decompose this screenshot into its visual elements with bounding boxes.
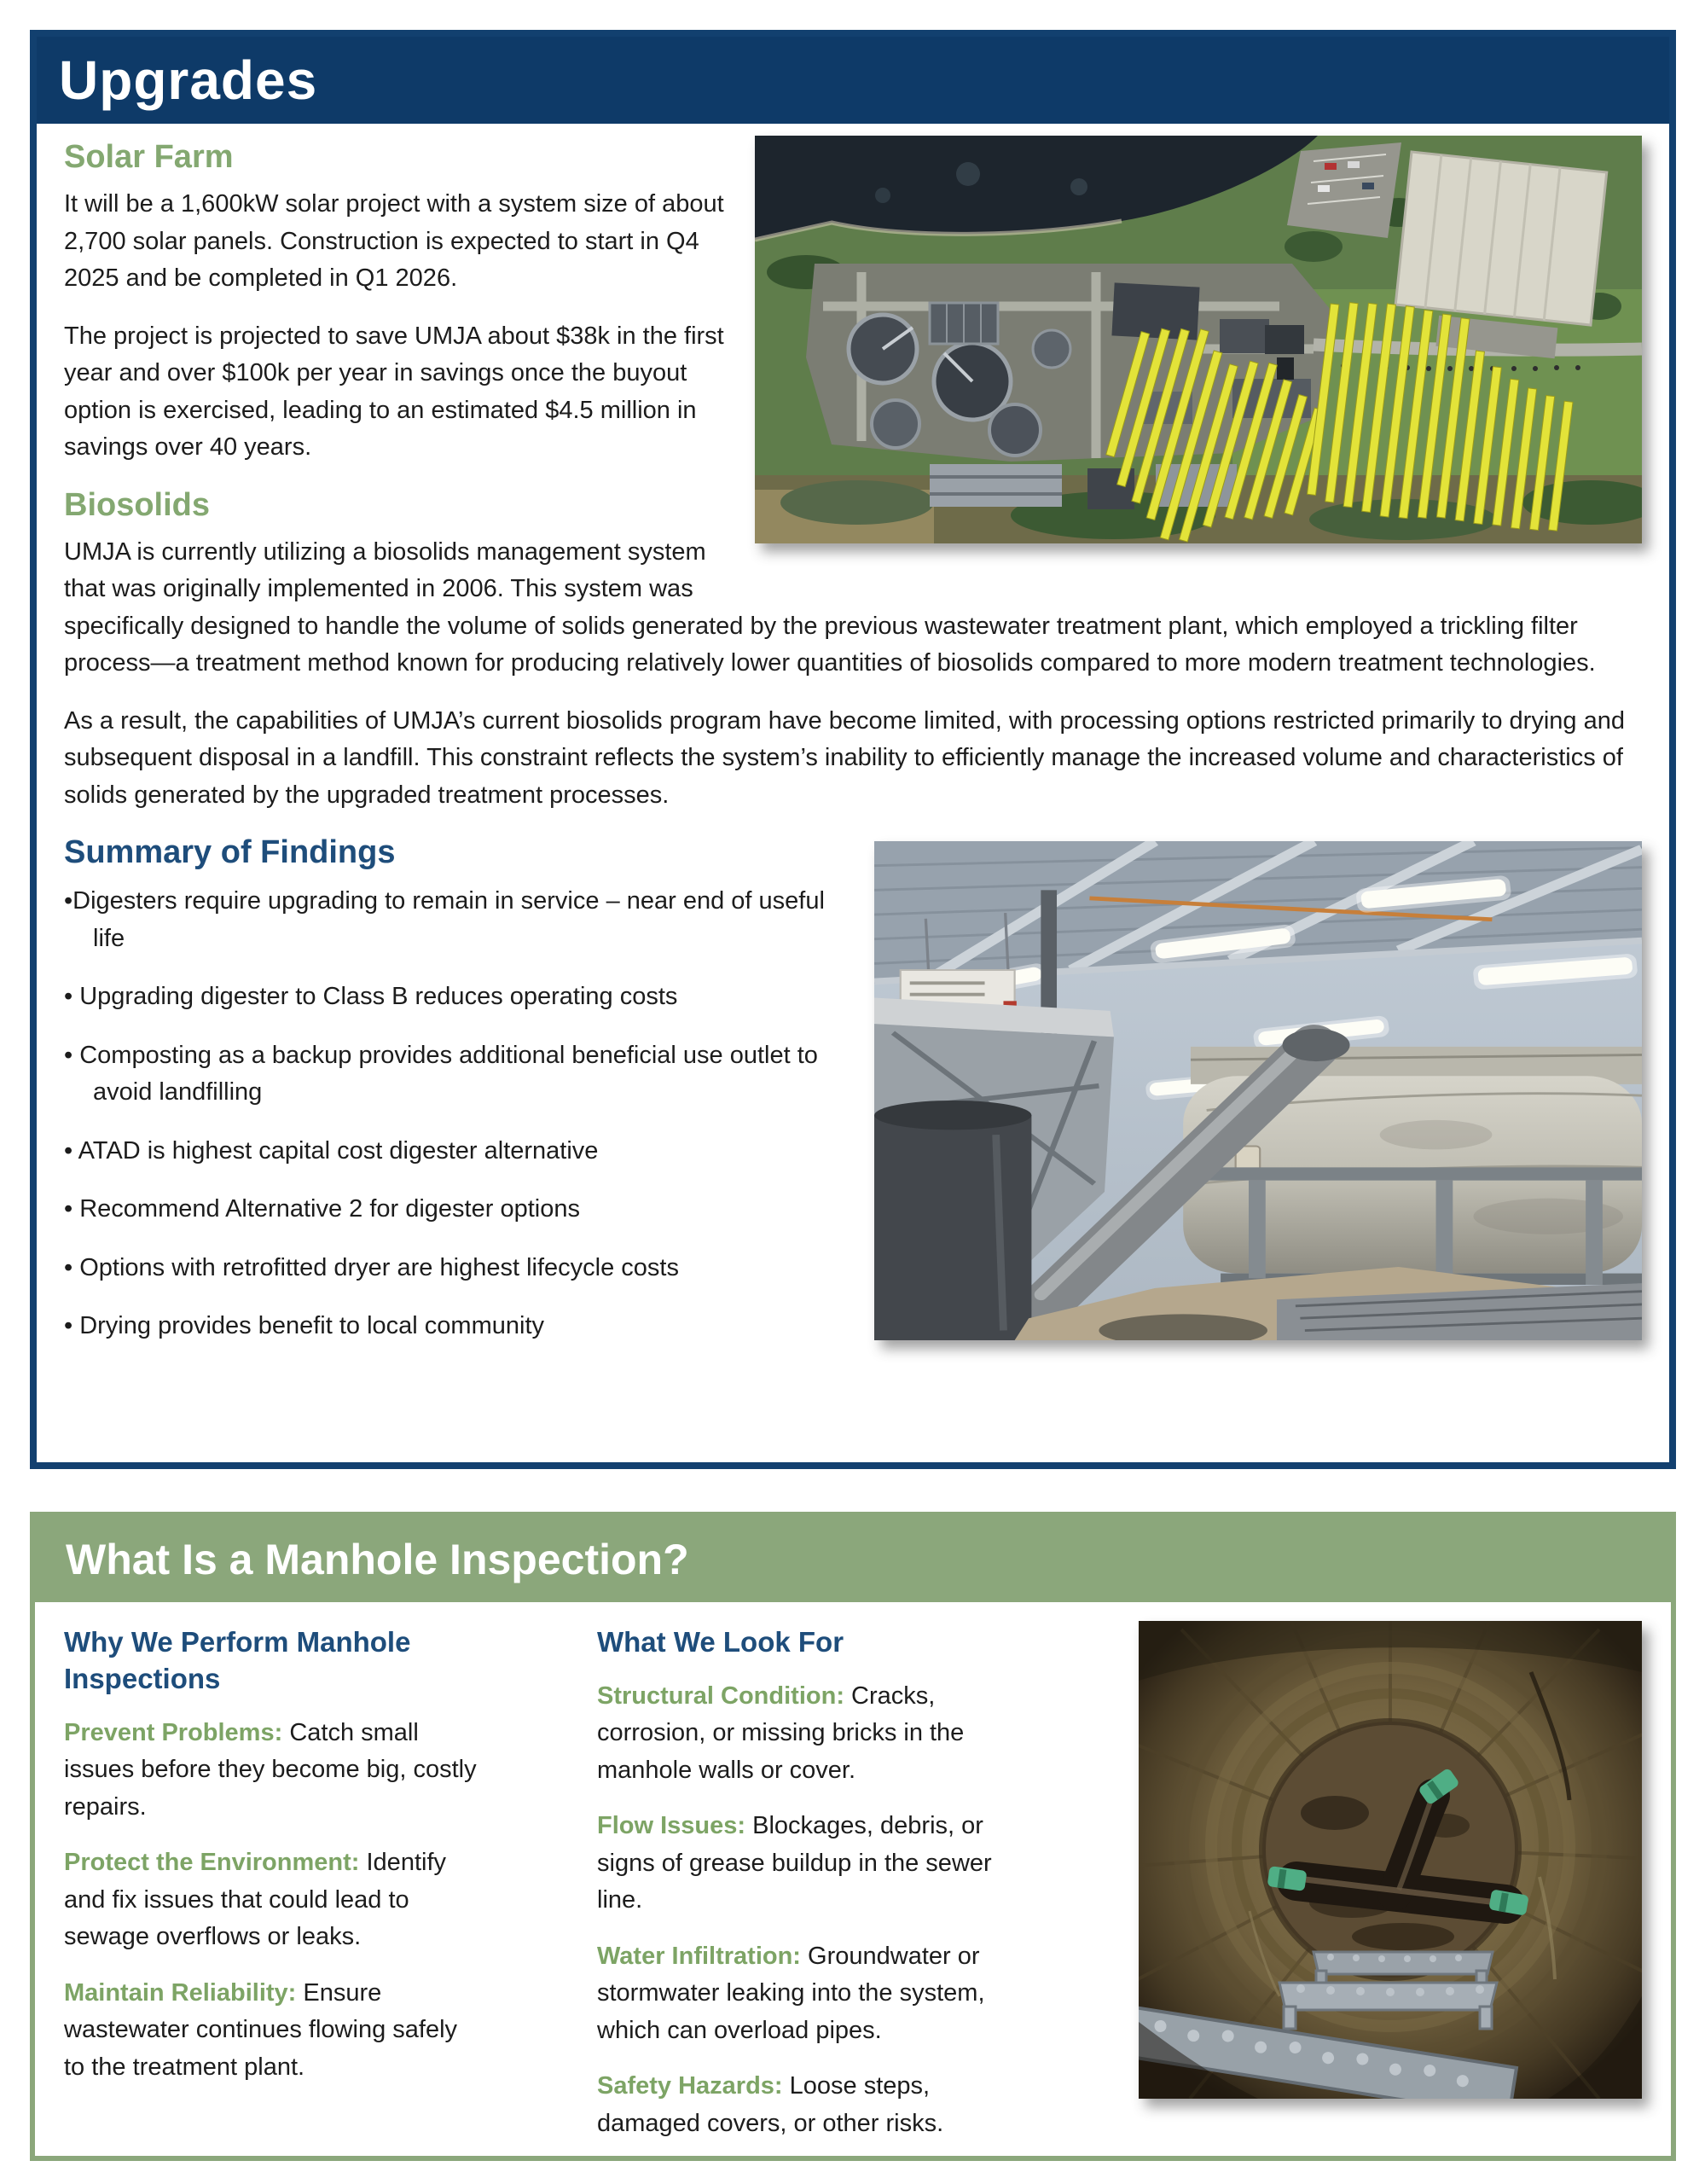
look-item xyxy=(597,1678,1024,1790)
biosolids-paragraph-2: As a result, the capabilities of UMJA’s current biosolids program have become limited, with processing options restricted primarily to drying and subsequent disposal in a landfill. This constraint reflects the system’s inability to efficiently manage the increased volume and characteristics of solids generated by the upgraded treatment processes. xyxy=(64,706,1625,809)
equipment-photo-art xyxy=(874,841,1642,1340)
finding-item: • ATAD is highest capital cost digester alternative xyxy=(64,1136,599,1165)
aerial-photo-art xyxy=(755,136,1642,543)
look-column xyxy=(597,1621,1024,2161)
upgrades-content xyxy=(37,124,1669,1367)
biosolids-heading: Biosolids xyxy=(64,486,211,523)
solar-farm-aerial-photo xyxy=(755,136,1642,543)
solar-paragraph-1: It will be a 1,600kW solar project with a system size of about 2,700 solar panels. Construction is expected to start in Q4 2025 and be completed in Q1 2026. xyxy=(64,190,724,292)
why-heading: Why We Perform Manhole Inspections xyxy=(64,1626,411,1694)
summary-of-findings-heading: Summary of Findings xyxy=(64,834,396,870)
look-item-text: Loose steps, damaged covers, or other risks. xyxy=(597,2072,944,2137)
finding-item: • Composting as a backup provides additional beneficial use outlet to avoid landfilling xyxy=(64,1041,818,1106)
look-item-label: Water Infiltration: xyxy=(597,1942,801,1970)
why-item-label: Protect the Environment: xyxy=(64,1849,360,1877)
manhole-inspection-section xyxy=(30,1512,1676,2161)
why-item-label: Prevent Problems: xyxy=(64,1718,283,1746)
why-item-text: Catch small issues before they become big, costly repairs. xyxy=(64,1718,477,1821)
manhole-photo-column xyxy=(1139,1621,1642,2161)
look-item-text: Blockages, debris, or signs of grease buildup in the sewer line. xyxy=(597,1812,992,1914)
solar-farm-heading: Solar Farm xyxy=(64,139,234,175)
finding-item: • Recommend Alternative 2 for digester options xyxy=(64,1195,580,1223)
manhole-banner xyxy=(35,1517,1671,1602)
why-item xyxy=(64,1975,482,2087)
manhole-title: What Is a Manhole Inspection? xyxy=(66,1536,689,1583)
look-item-label: Safety Hazards: xyxy=(597,2072,783,2100)
finding-item: • Upgrading digester to Class B reduces operating costs xyxy=(64,983,678,1010)
why-item-text: Ensure wastewater continues flowing safely to the treatment plant. xyxy=(64,1978,458,2081)
why-item xyxy=(64,1715,482,1827)
why-item-label: Maintain Reliability: xyxy=(64,1978,297,2007)
look-item-label: Flow Issues: xyxy=(597,1812,746,1840)
look-item-text: Groundwater or stormwater leaking into the system, which can overload pipes. xyxy=(597,1942,985,2044)
biosolids-paragraph-1: UMJA is currently utilizing a biosolids management system that was originally implemented in 2006. This system was specifically designed to handle the volume of solids generated by the previous wastewater treatment plant, which employed a trickling filter process—a treatment method known for producing relatively lower quantities of biosolids compared to more modern treatment technologies. xyxy=(64,537,1596,677)
manhole-columns xyxy=(35,1602,1671,2161)
manhole-interior-photo xyxy=(1139,1621,1642,2099)
why-item xyxy=(64,1844,482,1956)
finding-item: • Options with retrofitted dryer are highest lifecycle costs xyxy=(64,1253,679,1281)
look-item xyxy=(597,1808,1024,1920)
look-item xyxy=(597,1938,1024,2050)
upgrades-section xyxy=(30,30,1676,1469)
why-item-text: Identify and fix issues that could lead to sewage overflows or leaks. xyxy=(64,1849,446,1951)
upgrades-title: Upgrades xyxy=(59,49,318,111)
look-item-text: Cracks, corrosion, or missing bricks in the manhole walls or cover. xyxy=(597,1682,965,1784)
why-column xyxy=(64,1621,482,2161)
look-item-label: Structural Condition: xyxy=(597,1682,844,1710)
manhole-photo-art xyxy=(1139,1621,1642,2099)
digester-equipment-photo xyxy=(874,841,1642,1340)
finding-item: •Digesters require upgrading to remain in service – near end of useful life xyxy=(64,887,825,952)
look-heading: What We Look For xyxy=(597,1626,844,1658)
upgrades-banner xyxy=(37,37,1669,124)
solar-paragraph-2: The project is projected to save UMJA about $38k in the first year and over $100k per year in savings once the buyout option is exercised, leading to an estimated $4.5 million in savings over 40 years. xyxy=(64,322,724,461)
look-item xyxy=(597,2068,1024,2142)
finding-item: • Drying provides benefit to local community xyxy=(64,1312,545,1339)
